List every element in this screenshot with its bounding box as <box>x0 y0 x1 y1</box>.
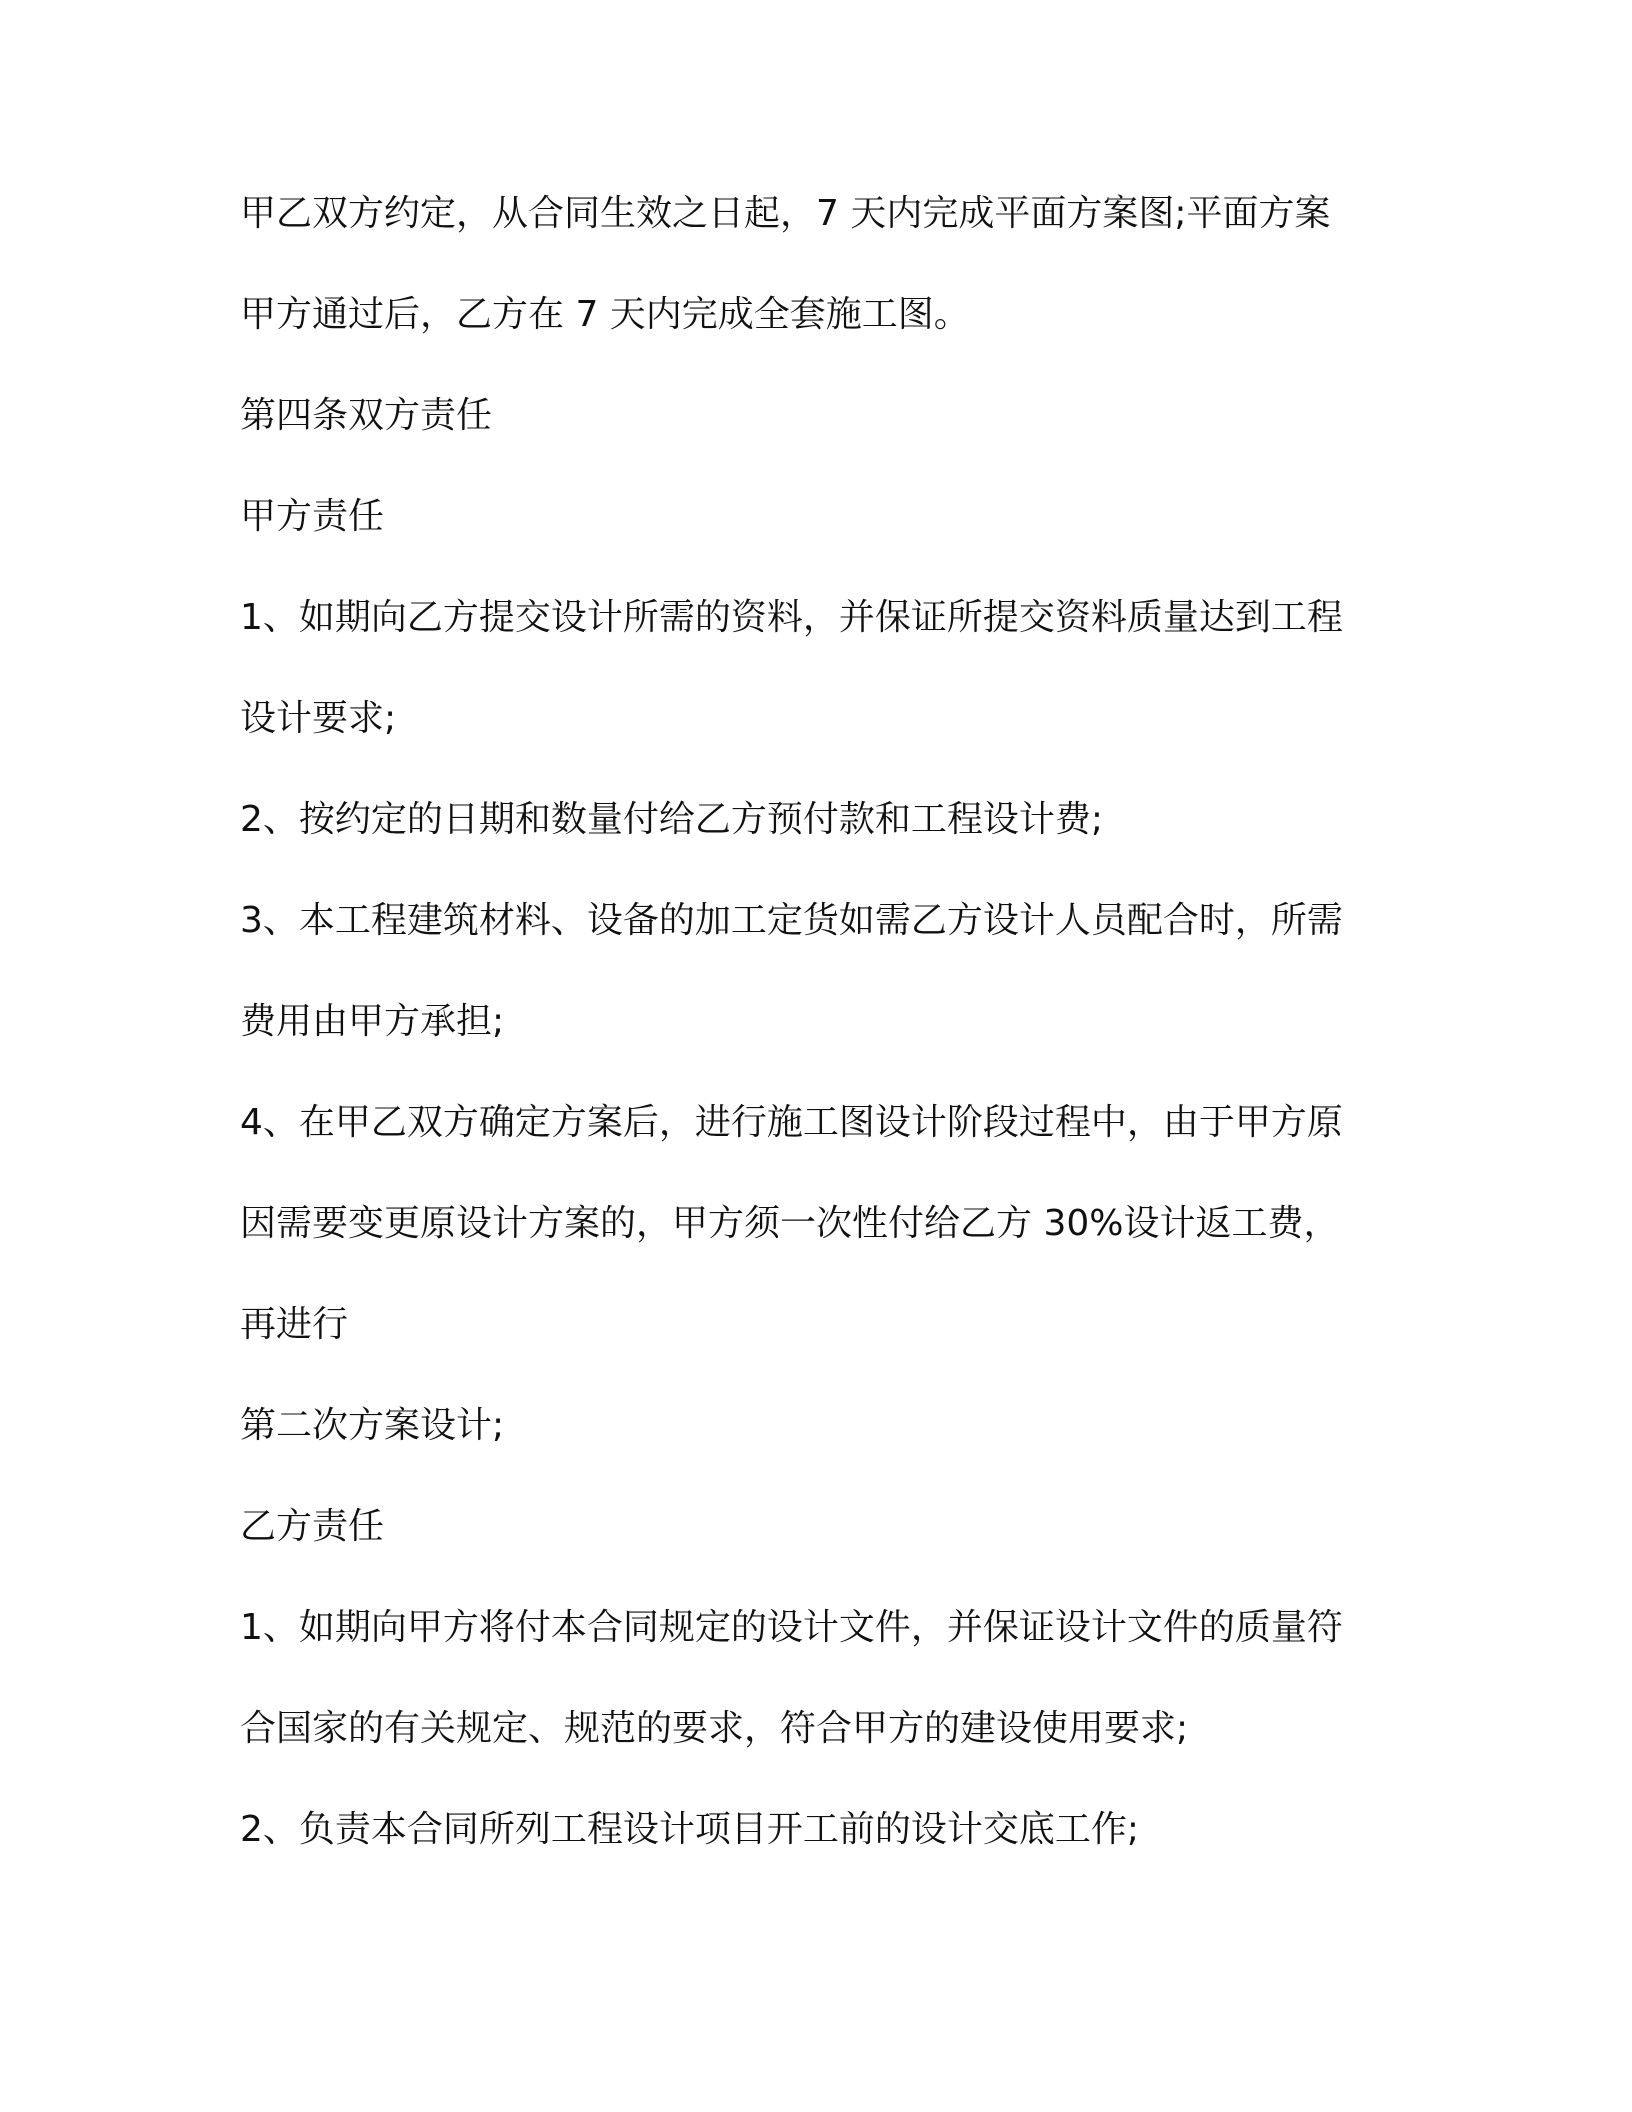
text-line: 1、如期向乙方提交设计所需的资料，并保证所提交资料质量达到工程 <box>240 597 1343 638</box>
text-line: 因需要变更原设计方案的，甲方须一次性付给乙方 30%设计返工费， <box>240 1203 1340 1244</box>
subsection-heading: 甲方责任 <box>240 496 385 537</box>
text-line: 合国家的有关规定、规范的要求，符合甲方的建设使用要求; <box>240 1708 1189 1749</box>
text-line: 2、负责本合同所列工程设计项目开工前的设计交底工作; <box>240 1809 1140 1850</box>
text-line: 1、如期向甲方将付本合同规定的设计文件，并保证设计文件的质量符 <box>240 1607 1343 1648</box>
document-body <box>240 192 1420 1909</box>
text-line: 4、在甲乙双方确定方案后，进行施工图设计阶段过程中，由于甲方原 <box>240 1102 1343 1143</box>
text-line: 甲方通过后，乙方在 7 天内完成全套施工图。 <box>240 294 970 335</box>
text-line: 费用由甲方承担; <box>240 1001 505 1042</box>
section-heading: 第四条双方责任 <box>240 395 493 436</box>
text-line: 2、按约定的日期和数量付给乙方预付款和工程设计费; <box>240 799 1104 840</box>
subsection-heading: 乙方责任 <box>240 1506 385 1547</box>
text-line: 甲乙双方约定，从合同生效之日起，7 天内完成平面方案图;平面方案 <box>240 193 1331 234</box>
text-line: 设计要求; <box>240 698 397 739</box>
text-line: 第二次方案设计; <box>240 1405 505 1446</box>
text-line: 再进行 <box>240 1304 349 1345</box>
text-line: 3、本工程建筑材料、设备的加工定货如需乙方设计人员配合时，所需 <box>240 900 1343 941</box>
